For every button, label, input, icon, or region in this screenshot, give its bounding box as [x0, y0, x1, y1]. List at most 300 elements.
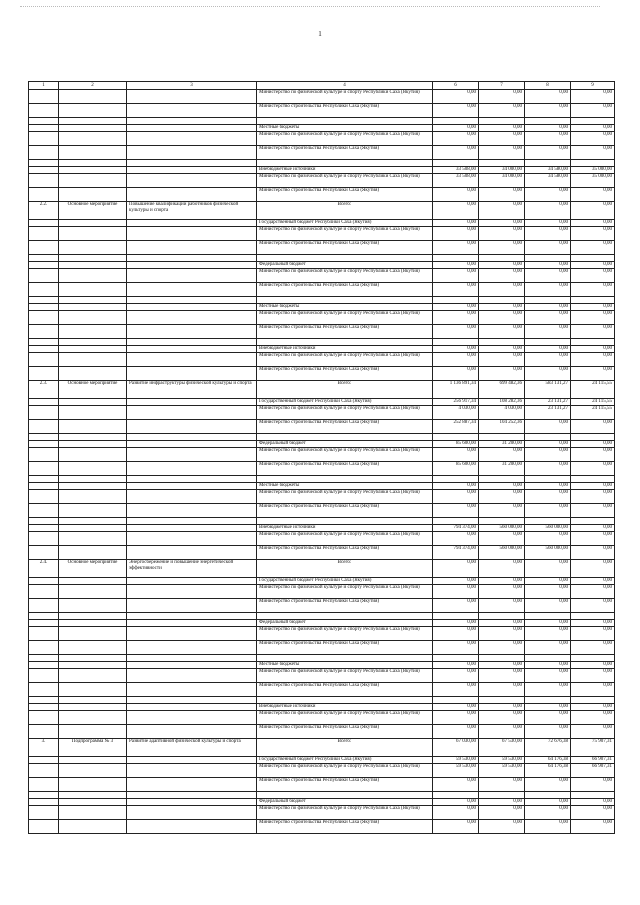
- amount-cell: 0,00: [479, 490, 525, 504]
- item-type: [59, 283, 127, 297]
- table-row: [29, 806, 615, 820]
- item-type: [59, 532, 127, 546]
- funding-source: Государственный бюджет Республики Саха (Якутия): [257, 578, 433, 585]
- item-number: [29, 304, 59, 311]
- item-type: [59, 504, 127, 518]
- item-type: [59, 227, 127, 241]
- item-number: [29, 420, 59, 434]
- spacer-row: [29, 476, 615, 483]
- amount-cell: 0,00: [433, 104, 479, 118]
- amount-cell: [433, 297, 479, 304]
- amount-cell: 0,00: [571, 504, 615, 518]
- item-number: [29, 585, 59, 599]
- funding-source: Министерство по физической культуре и спорту Республики Саха (Якутия): [257, 311, 433, 325]
- item-number: [29, 476, 59, 483]
- item-type: [59, 704, 127, 711]
- funding-source: Местные бюджеты: [257, 304, 433, 311]
- funding-source: Внебюджетные источники: [257, 704, 433, 711]
- table-row: [29, 188, 615, 202]
- item-type: [59, 297, 127, 304]
- funding-source: [257, 160, 433, 167]
- amount-cell: 0,00: [525, 799, 571, 806]
- table-row: [29, 585, 615, 599]
- measure-row: [29, 560, 615, 578]
- table-row: [29, 104, 615, 118]
- item-type: [59, 792, 127, 799]
- col-header-4: 4: [257, 82, 433, 90]
- amount-cell: 35 000,00: [571, 167, 615, 174]
- item-name: [127, 125, 257, 132]
- amount-cell: 0,00: [571, 627, 615, 641]
- funding-source: Государственный бюджет Республики Саха (Якутия): [257, 757, 433, 764]
- table-row: [29, 627, 615, 641]
- amount-cell: [571, 118, 615, 125]
- item-number: [29, 448, 59, 462]
- item-number: [29, 620, 59, 627]
- amount-cell: 59 530,00: [433, 764, 479, 778]
- funding-source: Министерство строительства Республики Саха (Якутия): [257, 599, 433, 613]
- amount-cell: 794 374,00: [433, 525, 479, 532]
- amount-cell: 560 000,00: [479, 525, 525, 532]
- amount-cell: 0,00: [433, 620, 479, 627]
- amount-cell: 0,00: [479, 560, 525, 578]
- table-row: [29, 764, 615, 778]
- amount-cell: 0,00: [433, 669, 479, 683]
- item-type: [59, 241, 127, 255]
- amount-cell: [433, 613, 479, 620]
- amount-cell: 33 508,00: [433, 174, 479, 188]
- item-type: [59, 620, 127, 627]
- item-type: [59, 367, 127, 381]
- amount-cell: 0,00: [571, 269, 615, 283]
- item-number: [29, 490, 59, 504]
- item-name: [127, 262, 257, 269]
- item-name: [127, 757, 257, 764]
- amount-cell: 0,00: [479, 799, 525, 806]
- amount-cell: 0,00: [433, 504, 479, 518]
- funding-source: Министерство строительства Республики Саха (Якутия): [257, 546, 433, 560]
- amount-cell: 0,00: [479, 202, 525, 220]
- item-name: [127, 820, 257, 834]
- amount-cell: 699 482,36: [479, 381, 525, 399]
- item-name: [127, 434, 257, 441]
- amount-cell: [525, 697, 571, 704]
- funding-source: Министерство по физической культуре и спорту Республики Саха (Якутия): [257, 627, 433, 641]
- amount-cell: 0,00: [479, 311, 525, 325]
- amount-cell: 0,00: [479, 641, 525, 655]
- amount-cell: 0,00: [433, 799, 479, 806]
- amount-cell: 0,00: [571, 125, 615, 132]
- item-type: [59, 399, 127, 406]
- amount-cell: 0,00: [525, 662, 571, 669]
- item-type: [59, 627, 127, 641]
- item-number: [29, 255, 59, 262]
- amount-cell: 0,00: [433, 806, 479, 820]
- amount-cell: 23 131,27: [525, 406, 571, 420]
- amount-cell: 0,00: [479, 662, 525, 669]
- funding-source: [257, 255, 433, 262]
- item-name: [127, 627, 257, 641]
- item-number: [29, 725, 59, 739]
- item-name: [127, 297, 257, 304]
- funding-source: Внебюджетные источники: [257, 525, 433, 532]
- item-name: [127, 613, 257, 620]
- item-name: [127, 146, 257, 160]
- item-number: [29, 311, 59, 325]
- amount-cell: 24 115,55: [571, 381, 615, 399]
- amount-cell: 0,00: [571, 241, 615, 255]
- funding-source: Министерство по физической культуре и спорту Республики Саха (Якутия): [257, 269, 433, 283]
- amount-cell: 0,00: [479, 304, 525, 311]
- table-row: [29, 174, 615, 188]
- table-row: [29, 641, 615, 655]
- amount-cell: 560 000,00: [525, 546, 571, 560]
- amount-cell: [433, 792, 479, 799]
- item-type: [59, 483, 127, 490]
- amount-cell: [433, 118, 479, 125]
- item-number: [29, 483, 59, 490]
- amount-cell: 59 530,00: [433, 757, 479, 764]
- item-number: [29, 655, 59, 662]
- item-type: [59, 188, 127, 202]
- amount-cell: 0,00: [571, 711, 615, 725]
- item-number: [29, 532, 59, 546]
- col-header-3: 3: [127, 82, 257, 90]
- amount-cell: 0,00: [525, 599, 571, 613]
- funding-source: Министерство строительства Республики Саха (Якутия): [257, 504, 433, 518]
- amount-cell: [479, 792, 525, 799]
- amount-cell: 0,00: [479, 325, 525, 339]
- amount-cell: 0,00: [525, 202, 571, 220]
- amount-cell: 0,00: [571, 227, 615, 241]
- amount-cell: 0,00: [571, 483, 615, 490]
- item-name: [127, 641, 257, 655]
- funding-table: [28, 81, 615, 834]
- item-type: [59, 778, 127, 792]
- amount-cell: 0,00: [525, 641, 571, 655]
- spacer-row: [29, 518, 615, 525]
- amount-cell: 0,00: [433, 578, 479, 585]
- item-name: Энергосбережение и повышение энергетической эффективности: [127, 560, 257, 578]
- amount-cell: 560 000,00: [479, 546, 525, 560]
- funding-source: Министерство по физической культуре и спорту Республики Саха (Якутия): [257, 406, 433, 420]
- col-header-6: 6: [433, 82, 479, 90]
- measure-row: [29, 202, 615, 220]
- amount-cell: 108 282,36: [479, 399, 525, 406]
- spacer-row: [29, 792, 615, 799]
- item-name: Развитие адаптивной физической культуры и спорта: [127, 739, 257, 757]
- funding-source: Министерство по физической культуре и спорту Республики Саха (Якутия): [257, 669, 433, 683]
- item-name: Развитие инфраструктуры физической культуры и спорта: [127, 381, 257, 399]
- col-header-2: 2: [59, 82, 127, 90]
- total-label: Всего:: [257, 739, 433, 757]
- amount-cell: 0,00: [571, 620, 615, 627]
- item-name: [127, 353, 257, 367]
- spacer-row: [29, 655, 615, 662]
- spacer-row: [29, 339, 615, 346]
- amount-cell: 0,00: [525, 490, 571, 504]
- amount-cell: 0,00: [433, 125, 479, 132]
- item-type: [59, 406, 127, 420]
- table-row: [29, 367, 615, 381]
- col-header-7: 7: [479, 82, 525, 90]
- amount-cell: [571, 339, 615, 346]
- amount-cell: 0,00: [525, 441, 571, 448]
- table-row: [29, 546, 615, 560]
- item-type: [59, 346, 127, 353]
- item-number: [29, 711, 59, 725]
- amount-cell: 67 030,00: [433, 739, 479, 757]
- amount-cell: [433, 518, 479, 525]
- funding-source: Министерство строительства Республики Саха (Якутия): [257, 778, 433, 792]
- amount-cell: [571, 297, 615, 304]
- item-type: [59, 669, 127, 683]
- amount-cell: 0,00: [525, 269, 571, 283]
- table-row: [29, 346, 615, 353]
- amount-cell: 0,00: [479, 448, 525, 462]
- amount-cell: [479, 655, 525, 662]
- amount-cell: 0,00: [433, 820, 479, 834]
- funding-source: Внебюджетные источники: [257, 167, 433, 174]
- total-label: Всего:: [257, 202, 433, 220]
- amount-cell: 1 136 891,34: [433, 381, 479, 399]
- amount-cell: 0,00: [433, 367, 479, 381]
- amount-cell: 0,00: [571, 820, 615, 834]
- amount-cell: 59 530,00: [479, 757, 525, 764]
- amount-cell: 0,00: [525, 669, 571, 683]
- amount-cell: 23 131,27: [525, 399, 571, 406]
- item-name: [127, 339, 257, 346]
- item-type: [59, 655, 127, 662]
- amount-cell: 0,00: [525, 220, 571, 227]
- amount-cell: 0,00: [571, 799, 615, 806]
- total-label: Всего:: [257, 381, 433, 399]
- item-type: [59, 764, 127, 778]
- funding-source: Министерство по физической культуре и спорту Республики Саха (Якутия): [257, 711, 433, 725]
- table-row: [29, 399, 615, 406]
- funding-source: [257, 339, 433, 346]
- amount-cell: 0,00: [433, 448, 479, 462]
- item-type: [59, 697, 127, 704]
- amount-cell: 0,00: [479, 711, 525, 725]
- funding-source: Министерство строительства Республики Саха (Якутия): [257, 283, 433, 297]
- amount-cell: [479, 118, 525, 125]
- spacer-row: [29, 160, 615, 167]
- funding-source: [257, 613, 433, 620]
- amount-cell: [433, 339, 479, 346]
- item-number: [29, 399, 59, 406]
- amount-cell: [479, 297, 525, 304]
- amount-cell: 34 000,00: [479, 174, 525, 188]
- amount-cell: 0,00: [525, 90, 571, 104]
- amount-cell: 31 200,00: [479, 462, 525, 476]
- amount-cell: 31 200,00: [479, 441, 525, 448]
- funding-source: Министерство строительства Республики Саха (Якутия): [257, 146, 433, 160]
- item-type: [59, 820, 127, 834]
- amount-cell: 0,00: [479, 620, 525, 627]
- amount-cell: 104 252,36: [479, 420, 525, 434]
- item-type: [59, 325, 127, 339]
- funding-source: Министерство строительства Республики Саха (Якутия): [257, 241, 433, 255]
- amount-cell: 0,00: [571, 578, 615, 585]
- amount-cell: 0,00: [571, 704, 615, 711]
- amount-cell: 0,00: [571, 262, 615, 269]
- item-number: [29, 297, 59, 304]
- item-number: [29, 353, 59, 367]
- amount-cell: 0,00: [479, 269, 525, 283]
- item-number: [29, 167, 59, 174]
- item-number: [29, 269, 59, 283]
- funding-source: Министерство по физической культуре и спорту Республики Саха (Якутия): [257, 174, 433, 188]
- item-type: [59, 806, 127, 820]
- item-type: [59, 525, 127, 532]
- amount-cell: 0,00: [525, 704, 571, 711]
- funding-source: Министерство строительства Республики Саха (Якутия): [257, 462, 433, 476]
- item-number: [29, 662, 59, 669]
- item-number: [29, 525, 59, 532]
- amount-cell: [571, 655, 615, 662]
- item-type: [59, 420, 127, 434]
- amount-cell: [525, 118, 571, 125]
- item-name: Повышение квалификации работников физической культуры и спорта: [127, 202, 257, 220]
- table-row: [29, 220, 615, 227]
- funding-source: Местные бюджеты: [257, 662, 433, 669]
- amount-cell: [479, 697, 525, 704]
- item-number: [29, 174, 59, 188]
- amount-cell: 34 580,00: [525, 174, 571, 188]
- item-number: [29, 599, 59, 613]
- amount-cell: 0,00: [525, 188, 571, 202]
- item-number: [29, 764, 59, 778]
- item-type: [59, 434, 127, 441]
- amount-cell: 0,00: [525, 304, 571, 311]
- funding-source: Министерство по физической культуре и спорту Республики Саха (Якутия): [257, 90, 433, 104]
- table-row: [29, 669, 615, 683]
- item-name: [127, 227, 257, 241]
- amount-cell: 0,00: [433, 641, 479, 655]
- amount-cell: 33 508,00: [433, 167, 479, 174]
- funding-source: [257, 118, 433, 125]
- amount-cell: 0,00: [571, 367, 615, 381]
- amount-cell: [525, 339, 571, 346]
- table-row: [29, 820, 615, 834]
- funding-source: [257, 518, 433, 525]
- spacer-row: [29, 255, 615, 262]
- amount-cell: 0,00: [433, 220, 479, 227]
- table-row: [29, 799, 615, 806]
- amount-cell: 0,00: [433, 283, 479, 297]
- amount-cell: 0,00: [571, 683, 615, 697]
- amount-cell: 0,00: [571, 283, 615, 297]
- table-row: [29, 462, 615, 476]
- amount-cell: 0,00: [525, 346, 571, 353]
- amount-cell: 0,00: [571, 304, 615, 311]
- item-number: [29, 283, 59, 297]
- item-number: [29, 792, 59, 799]
- amount-cell: [525, 434, 571, 441]
- amount-cell: 4 030,00: [479, 406, 525, 420]
- amount-cell: 0,00: [479, 504, 525, 518]
- amount-cell: [525, 792, 571, 799]
- table-row: [29, 483, 615, 490]
- item-name: [127, 778, 257, 792]
- item-name: [127, 304, 257, 311]
- amount-cell: 0,00: [571, 441, 615, 448]
- amount-cell: [433, 255, 479, 262]
- item-number: [29, 227, 59, 241]
- item-number: [29, 325, 59, 339]
- amount-cell: 85 600,00: [433, 441, 479, 448]
- item-name: [127, 662, 257, 669]
- funding-source: Министерство строительства Республики Саха (Якутия): [257, 367, 433, 381]
- amount-cell: 0,00: [571, 353, 615, 367]
- col-header-9: 9: [571, 82, 615, 90]
- funding-source: [257, 792, 433, 799]
- funding-source: Министерство строительства Республики Саха (Якутия): [257, 104, 433, 118]
- item-type: [59, 311, 127, 325]
- item-type: [59, 578, 127, 585]
- item-name: [127, 325, 257, 339]
- item-name: [127, 764, 257, 778]
- amount-cell: 0,00: [571, 525, 615, 532]
- item-type: [59, 160, 127, 167]
- amount-cell: 0,00: [525, 325, 571, 339]
- item-name: [127, 476, 257, 483]
- table-row: [29, 283, 615, 297]
- amount-cell: 0,00: [433, 346, 479, 353]
- amount-cell: 0,00: [433, 311, 479, 325]
- measure-row: [29, 739, 615, 757]
- item-type: [59, 546, 127, 560]
- item-number: [29, 160, 59, 167]
- table-row: [29, 704, 615, 711]
- amount-cell: 35 000,00: [571, 174, 615, 188]
- item-type: [59, 104, 127, 118]
- item-number: [29, 683, 59, 697]
- funding-source: Министерство строительства Республики Саха (Якутия): [257, 188, 433, 202]
- amount-cell: 0,00: [479, 483, 525, 490]
- amount-cell: 0,00: [571, 806, 615, 820]
- column-number-row: [29, 82, 615, 90]
- funding-source: Государственный бюджет Республики Саха (Якутия): [257, 399, 433, 406]
- amount-cell: 0,00: [525, 683, 571, 697]
- amount-cell: 0,00: [433, 90, 479, 104]
- measure-row: [29, 381, 615, 399]
- spacer-row: [29, 613, 615, 620]
- amount-cell: [479, 160, 525, 167]
- table-row: [29, 725, 615, 739]
- table-row: [29, 311, 615, 325]
- table-row: [29, 504, 615, 518]
- item-number: 2.4.: [29, 560, 59, 578]
- amount-cell: 0,00: [479, 188, 525, 202]
- table-row: [29, 420, 615, 434]
- amount-cell: [525, 255, 571, 262]
- funding-source: Министерство строительства Республики Саха (Якутия): [257, 683, 433, 697]
- item-name: [127, 518, 257, 525]
- amount-cell: 252 887,34: [433, 420, 479, 434]
- amount-cell: 64 176,38: [525, 764, 571, 778]
- item-number: [29, 132, 59, 146]
- table-row: [29, 532, 615, 546]
- amount-cell: [525, 476, 571, 483]
- item-number: [29, 262, 59, 269]
- amount-cell: 0,00: [525, 778, 571, 792]
- item-type: Подпрограмма № 3: [59, 739, 127, 757]
- item-type: Основное мероприятие: [59, 560, 127, 578]
- item-number: [29, 806, 59, 820]
- funding-source: Министерство строительства Республики Саха (Якутия): [257, 725, 433, 739]
